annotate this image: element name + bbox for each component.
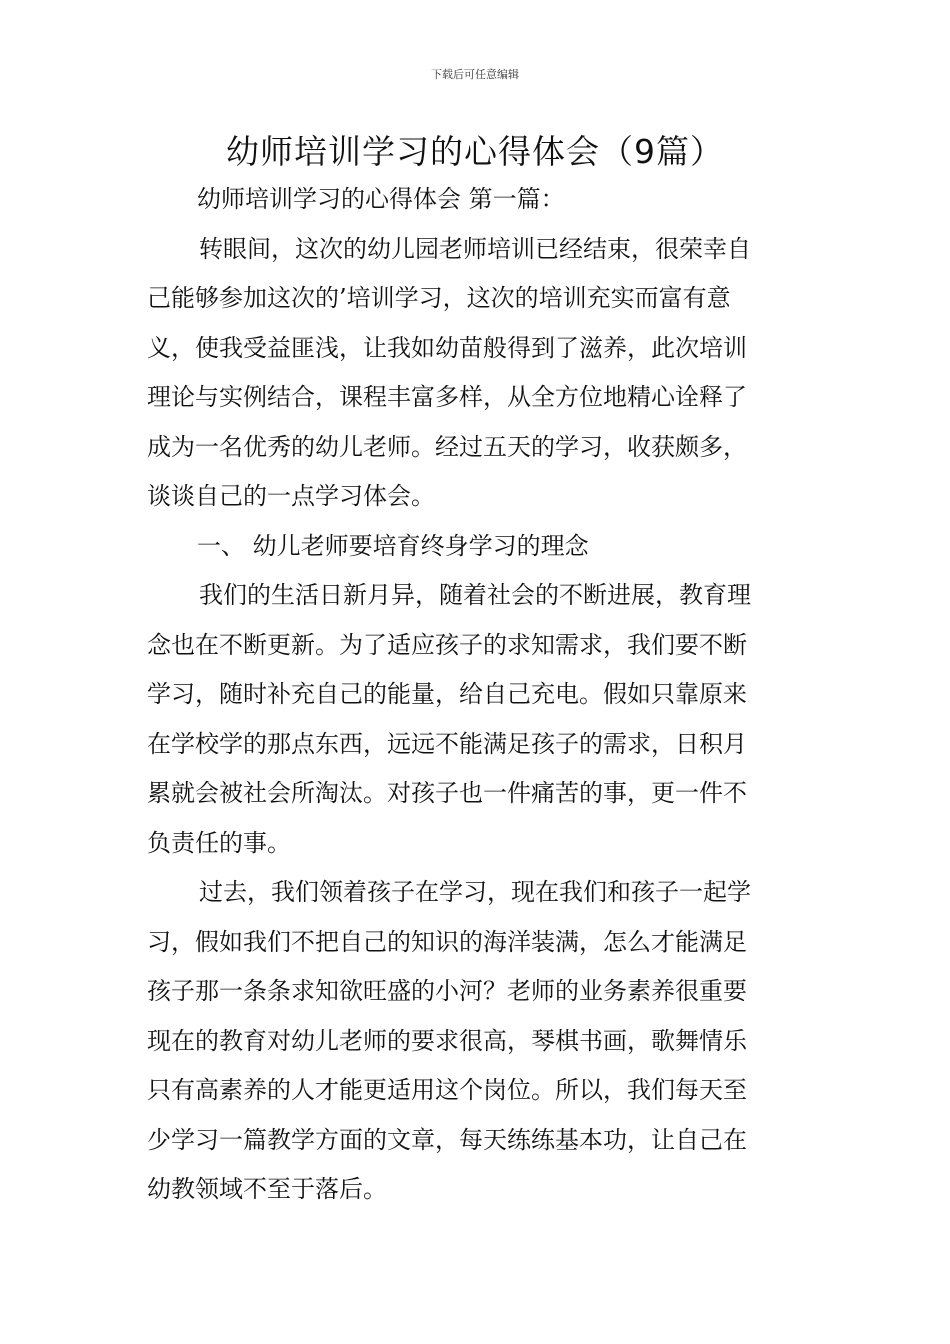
paragraph-line: 现在的教育对幼儿老师的要求很高，琴棋书画，歌舞情乐 <box>147 1026 747 1055</box>
paragraph-2 <box>147 571 811 868</box>
header-note: 下载后可任意编辑 <box>431 68 519 81</box>
paragraph-line: 成为一名优秀的幼儿老师。经过五天的学习，收获颇多， <box>147 432 747 461</box>
paragraph-line: 己能够参加这次的’培训学习，这次的培训充实而富有意 <box>147 284 731 312</box>
paragraph-line: 转眼间，这次的幼儿园老师培训已经结束，很荣幸自 <box>199 234 751 263</box>
paragraph-line: 过去，我们领着孩子在学习，现在我们和孩子一起学 <box>199 878 751 906</box>
paragraph-line: 习，假如我们不把自己的知识的海洋装满，怎么才能满足 <box>147 927 747 956</box>
paragraph-line: 学习，随时补充自己的能量，给自己充电。假如只靠原来 <box>147 680 747 708</box>
section-subtitle: 幼师培训学习的心得体会 第一篇： <box>197 185 565 213</box>
paragraph-line: 在学校学的那点东西，远远不能满足孩子的需求，日积月 <box>147 729 747 758</box>
paragraph-line: 幼教领域不至于落后。 <box>147 1175 387 1203</box>
paragraph-3 <box>147 868 811 1215</box>
paragraph-line: 少学习一篇教学方面的文章，每天练练基本功，让自己在 <box>147 1125 747 1154</box>
paragraph-line: 理论与实例结合，课程丰富多样，从全方位地精心诠释了 <box>147 383 747 411</box>
document-title: 幼师培训学习的心得体会（9篇） <box>226 132 724 171</box>
paragraph-line: 孩子那一条条求知欲旺盛的小河？老师的业务素养很重要 <box>147 977 747 1005</box>
paragraph-1 <box>147 225 811 522</box>
paragraph-line: 义，使我受益匪浅，让我如幼苗般得到了滋养，此次培训 <box>147 333 747 362</box>
paragraph-line: 只有高素养的人才能更适用这个岗位。所以，我们每天至 <box>147 1076 747 1104</box>
paragraph-line: 谈谈自己的一点学习体会。 <box>147 482 435 510</box>
paragraph-line: 累就会被社会所淘汰。对孩子也一件痛苦的事，更一件不 <box>147 779 747 807</box>
document-body <box>147 175 811 1215</box>
paragraph-line: 念也在不断更新。为了适应孩子的求知需求，我们要不断 <box>147 630 747 659</box>
paragraph-line: 负责任的事。 <box>147 828 291 857</box>
section-heading: 一、 幼儿老师要培育终身学习的理念 <box>197 531 589 560</box>
section-heading-1 <box>147 522 811 572</box>
paragraph-line: 我们的生活日新月异，随着社会的不断进展，教育理 <box>199 581 751 609</box>
